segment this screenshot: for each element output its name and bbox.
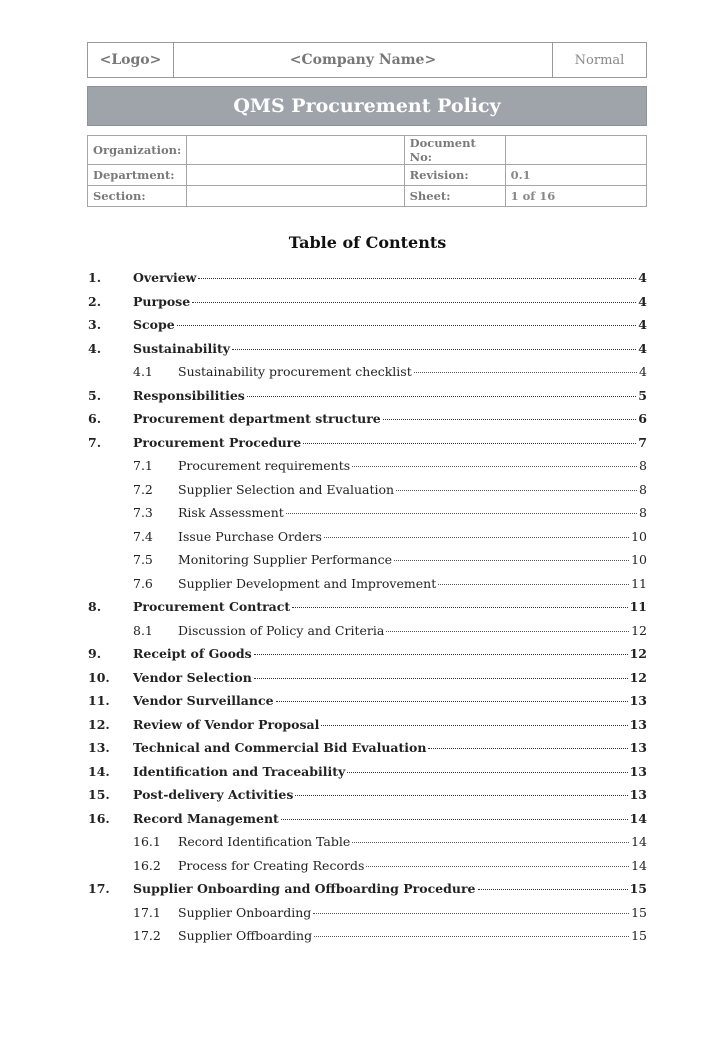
toc-entry-number: 8.1 [133,622,153,638]
toc-entry-number: 16.2 [133,857,161,873]
toc-entry-title: Record Management [133,810,279,826]
toc-dot-leader [254,654,628,655]
toc-entry-number: 17. [88,881,110,897]
toc-entry-line [178,458,647,473]
toc-entry-line [178,928,647,943]
company-name: <Company Name> [174,43,553,77]
toc-entry-line [178,623,647,638]
toc-entry[interactable] [88,501,647,525]
toc-entry-line [133,341,647,356]
toc-entry[interactable] [88,454,647,478]
toc-entry-page: 10 [631,528,647,544]
toc-entry-line [133,717,647,732]
toc-dot-leader [396,490,637,491]
toc-entry-title: Record Identification Table [178,834,351,850]
toc-dot-leader [478,889,628,890]
toc-dot-leader [321,725,627,726]
toc-entry-page: 15 [631,904,647,920]
sheet-label: Sheet: [404,186,505,207]
toc-entry-line [178,505,647,520]
section-label: Section: [88,186,187,207]
toc-entry[interactable] [88,713,647,737]
toc-entry-title: Vendor Surveillance [133,693,274,709]
toc-entry[interactable] [88,666,647,690]
toc-entry[interactable] [88,360,647,384]
toc-dot-leader [366,866,629,867]
toc-entry-page: 5 [638,387,647,403]
toc-entry[interactable] [88,924,647,948]
toc-entry-line [133,670,647,685]
toc-entry-title: Procurement Contract [133,599,291,615]
document-info-table [87,135,647,207]
toc-entry-line [133,740,647,755]
toc-dot-leader [314,936,629,937]
document-header-table [87,42,647,78]
toc-entry-title: Monitoring Supplier Performance [178,552,392,568]
toc-entry-line [133,270,647,285]
document-no-value [505,136,646,165]
toc-entry-number: 17.2 [133,928,161,944]
toc-dot-leader [177,325,637,326]
toc-entry-line [133,317,647,332]
toc-entry[interactable] [88,313,647,337]
toc-dot-leader [386,631,629,632]
toc-entry-number: 4.1 [133,364,153,380]
toc-entry-number: 7.6 [133,575,153,591]
toc-entry-title: Post-delivery Activities [133,787,294,803]
toc-entry-page: 13 [629,740,647,756]
toc-entry-page: 8 [639,458,647,474]
toc-entry-number: 7.1 [133,458,153,474]
toc-entry[interactable] [88,290,647,314]
toc-entry-line [133,693,647,708]
toc-heading: Table of Contents [288,233,447,252]
toc-entry-page: 13 [629,787,647,803]
toc-entry-page: 12 [629,669,647,685]
toc-entry-line [133,388,647,403]
toc-entry-number: 8. [88,599,102,615]
toc-entry-page: 13 [629,693,647,709]
section-value [187,186,404,207]
toc-dot-leader [313,913,629,914]
toc-entry[interactable] [88,384,647,408]
toc-entry-number: 7.3 [133,505,153,521]
toc-entry[interactable] [88,525,647,549]
toc-dot-leader [352,842,629,843]
toc-dot-leader [394,560,629,561]
document-title: QMS Procurement Policy [233,95,501,117]
toc-entry-line [133,411,647,426]
toc-dot-leader [303,443,636,444]
toc-entry-line [133,787,647,802]
toc-entry[interactable] [88,807,647,831]
toc-dot-leader [295,795,627,796]
toc-entry-title: Discussion of Policy and Criteria [178,622,385,638]
toc-entry-number: 7.2 [133,481,153,497]
info-row [88,165,647,186]
toc-entry-page: 4 [638,340,647,356]
toc-entry-page: 10 [631,552,647,568]
toc-entry-page: 4 [639,364,647,380]
toc-dot-leader [254,678,628,679]
toc-entry-line [178,529,647,544]
sheet-value: 1 of 16 [505,186,646,207]
toc-entry-title: Vendor Selection [133,669,252,685]
toc-entry[interactable] [88,830,647,854]
toc-entry-title: Technical and Commercial Bid Evaluation [133,740,427,756]
toc-dot-leader [198,278,636,279]
toc-entry[interactable] [88,407,647,431]
toc-dot-leader [232,349,636,350]
logo-placeholder: <Logo> [88,43,174,77]
toc-entry-title: Issue Purchase Orders [178,528,322,544]
toc-entry-line [133,599,647,614]
toc-entry-line [178,905,647,920]
toc-entry-line [133,811,647,826]
toc-entry-title: Review of Vendor Proposal [133,716,320,732]
toc-dot-leader [438,584,629,585]
toc-entry-number: 3. [88,317,102,333]
toc-entry-line [133,294,647,309]
toc-entry-title: Procurement requirements [178,458,351,474]
document-no-label: Document No: [404,136,505,165]
toc-entry-page: 14 [631,857,647,873]
toc-entry-number: 9. [88,646,102,662]
toc-entry-number: 13. [88,740,110,756]
toc-entry-number: 7.4 [133,528,153,544]
toc-entry-title: Supplier Onboarding and Offboarding Procedure [133,881,476,897]
toc-entry[interactable] [88,642,647,666]
toc-entry-title: Scope [133,317,175,333]
toc-entry-number: 11. [88,693,110,709]
toc-entry-title: Supplier Development and Improvement [178,575,437,591]
table-of-contents [88,266,647,948]
toc-dot-leader [428,748,627,749]
toc-entry-page: 6 [638,411,647,427]
toc-entry[interactable] [88,901,647,925]
toc-entry[interactable] [88,548,647,572]
toc-entry-number: 16.1 [133,834,161,850]
toc-entry-page: 12 [631,622,647,638]
toc-entry[interactable] [88,854,647,878]
toc-entry-title: Identification and Traceability [133,763,346,779]
toc-entry-page: 14 [629,810,647,826]
toc-dot-leader [286,513,637,514]
toc-entry-number: 6. [88,411,102,427]
toc-entry-title: Procurement department structure [133,411,381,427]
revision-value: 0.1 [505,165,646,186]
toc-entry-title: Sustainability [133,340,230,356]
toc-entry[interactable] [88,572,647,596]
toc-entry-title: Overview [133,270,197,286]
toc-entry[interactable] [88,431,647,455]
toc-entry[interactable] [88,478,647,502]
toc-entry-title: Supplier Onboarding [178,904,312,920]
toc-entry-page: 11 [629,599,647,615]
toc-entry-number: 10. [88,669,110,685]
toc-entry-number: 5. [88,387,102,403]
info-row [88,186,647,207]
toc-entry-title: Receipt of Goods [133,646,252,662]
toc-dot-leader [352,466,637,467]
toc-entry-page: 11 [631,575,647,591]
toc-dot-leader [247,396,636,397]
department-value [187,165,404,186]
toc-entry[interactable] [88,619,647,643]
toc-dot-leader [347,772,627,773]
organization-value [187,136,404,165]
toc-entry-number: 12. [88,716,110,732]
toc-entry-number: 7. [88,434,102,450]
info-row [88,136,647,165]
title-banner [87,86,647,126]
toc-entry-line [178,364,647,379]
toc-entry-number: 2. [88,293,102,309]
toc-entry-page: 7 [638,434,647,450]
toc-entry[interactable] [88,595,647,619]
toc-entry[interactable] [88,266,647,290]
toc-dot-leader [276,701,628,702]
toc-entry-number: 17.1 [133,904,161,920]
toc-entry-page: 13 [629,763,647,779]
toc-dot-leader [414,372,637,373]
toc-dot-leader [281,819,628,820]
toc-entry-number: 7.5 [133,552,153,568]
toc-dot-leader [324,537,629,538]
toc-entry-page: 14 [631,834,647,850]
toc-entry-line [178,482,647,497]
toc-entry-line [133,646,647,661]
toc-entry-page: 15 [631,928,647,944]
toc-dot-leader [192,302,636,303]
toc-entry-title: Supplier Selection and Evaluation [178,481,395,497]
toc-entry-number: 15. [88,787,110,803]
toc-entry-title: Sustainability procurement checklist [178,364,412,380]
toc-dot-leader [292,607,627,608]
toc-entry-number: 16. [88,810,110,826]
toc-entry-line [178,552,647,567]
toc-dot-leader [383,419,637,420]
toc-entry-line [178,858,647,873]
toc-entry-page: 4 [638,317,647,333]
toc-entry-title: Purpose [133,293,191,309]
toc-entry-page: 15 [629,881,647,897]
toc-entry-title: Process for Creating Records [178,857,365,873]
toc-entry-page: 13 [629,716,647,732]
toc-entry-line [133,881,647,896]
toc-entry-title: Procurement Procedure [133,434,302,450]
toc-entry-title: Supplier Offboarding [178,928,313,944]
toc-entry[interactable] [88,689,647,713]
toc-entry-number: 4. [88,340,102,356]
toc-entry[interactable] [88,783,647,807]
revision-label: Revision: [404,165,505,186]
toc-entry-title: Risk Assessment [178,505,284,521]
toc-entry-line [133,435,647,450]
toc-entry-page: 12 [629,646,647,662]
toc-entry-page: 4 [638,270,647,286]
toc-entry[interactable] [88,760,647,784]
toc-entry-line [133,764,647,779]
toc-entry-page: 8 [639,505,647,521]
toc-entry-title: Responsibilities [133,387,245,403]
organization-label: Organization: [88,136,187,165]
toc-entry-number: 1. [88,270,102,286]
classification-label: Normal [574,52,625,68]
toc-entry-number: 14. [88,763,110,779]
toc-entry[interactable] [88,736,647,760]
toc-entry[interactable] [88,337,647,361]
toc-entry[interactable] [88,877,647,901]
toc-entry-line [178,576,647,591]
department-label: Department: [88,165,187,186]
toc-entry-page: 8 [639,481,647,497]
toc-entry-page: 4 [638,293,647,309]
toc-entry-line [178,834,647,849]
